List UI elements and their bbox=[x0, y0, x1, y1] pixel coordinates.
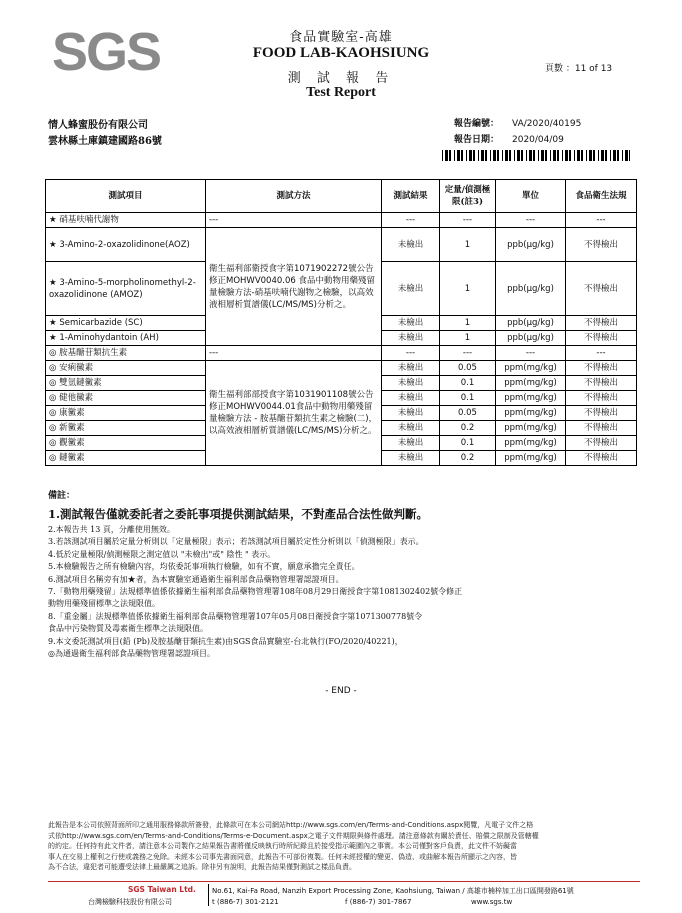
cell-result: --- bbox=[382, 346, 440, 361]
cell-regulation: 不得檢出 bbox=[566, 436, 637, 451]
barcode-bar bbox=[589, 150, 592, 161]
cell-regulation: 不得檢出 bbox=[566, 228, 637, 262]
cell-limit: 0.1 bbox=[440, 436, 496, 451]
disclaimer-line: 式依http://www.sgs.com/en/Terms-and-Conditions/Terms-e-Document.aspx之電子文件期限與條件處理。請注意條款有關於責任、賠償之限制及管轄權 bbox=[48, 831, 539, 840]
cell-result: 未檢出 bbox=[382, 421, 440, 436]
barcode-bar bbox=[593, 150, 595, 161]
footer-website[interactable]: www.sgs.tw bbox=[471, 898, 513, 906]
barcode-bar bbox=[454, 150, 455, 161]
barcode-bar bbox=[473, 150, 475, 161]
barcode-bar bbox=[557, 150, 559, 161]
cell-method: --- bbox=[206, 213, 382, 228]
report-number-value: VA/2020/40195 bbox=[512, 119, 582, 129]
page-number: 頁數 ：11 of 13 bbox=[545, 64, 613, 74]
cell-limit: 1 bbox=[440, 331, 496, 346]
cell-unit: --- bbox=[496, 346, 566, 361]
barcode-bar bbox=[469, 150, 472, 161]
col-header-method: 測試方法 bbox=[206, 180, 382, 213]
cell-result: 未檢出 bbox=[382, 436, 440, 451]
barcode-bar bbox=[598, 150, 599, 161]
barcode-bar bbox=[586, 150, 587, 161]
cell-regulation: 不得檢出 bbox=[566, 316, 637, 331]
cell-limit: 0.1 bbox=[440, 376, 496, 391]
cell-unit: ppm(mg/kg) bbox=[496, 436, 566, 451]
disclaimer-line: 的約定。任何持有此文件者，請注意本公司製作之結果報告書將僅反映執行時所紀錄且於接受指示範圍內之事實。本公司僅對客戶負責，此文件不妨礙當 bbox=[48, 842, 517, 851]
cell-item: ◎ 觀黴素 bbox=[46, 436, 206, 451]
table-row bbox=[46, 346, 637, 361]
col-header-regulation: 食品衛生法規 bbox=[566, 180, 637, 213]
barcode-bar bbox=[553, 150, 556, 161]
barcode-bar bbox=[493, 150, 496, 161]
cell-regulation: 不得檢出 bbox=[566, 391, 637, 406]
cell-result: 未檢出 bbox=[382, 376, 440, 391]
cell-result: 未檢出 bbox=[382, 391, 440, 406]
report-date-value: 2020/04/09 bbox=[512, 135, 564, 145]
barcode-bar bbox=[562, 150, 563, 161]
cell-result: 未檢出 bbox=[382, 228, 440, 262]
cell-unit: ppb(μg/kg) bbox=[496, 262, 566, 316]
cell-unit: ppm(mg/kg) bbox=[496, 391, 566, 406]
barcode-bar bbox=[514, 150, 515, 161]
cell-result: 未檢出 bbox=[382, 406, 440, 421]
footer-company-cn: 台灣檢驗科技股份有限公司 bbox=[88, 898, 172, 906]
barcode-bar bbox=[481, 150, 484, 161]
cell-regulation: --- bbox=[566, 213, 637, 228]
cell-limit: 0.2 bbox=[440, 451, 496, 466]
barcode-bar bbox=[625, 150, 628, 161]
footer-fax: f (886-7) 301-7867 bbox=[345, 898, 412, 906]
cell-item: ★ Semicarbazide (SC) bbox=[46, 316, 206, 331]
footer-address: No.61, Kai-Fa Road, Nanzih Export Processing Zone, Kaohsiung, Taiwan / 高雄市楠梓加工出口區開發路61號 bbox=[212, 887, 574, 895]
report-title-en: Test Report bbox=[306, 85, 376, 100]
cell-item: ★ 硝基呋喃代謝物 bbox=[46, 213, 206, 228]
note-item: 1.測試報告僅就委託者之委託事項提供測試結果，不對產品合法性做判斷。 bbox=[48, 507, 429, 521]
cell-result: 未檢出 bbox=[382, 451, 440, 466]
barcode-bar bbox=[581, 150, 583, 161]
lab-name-en: FOOD LAB-KAOHSIUNG bbox=[252, 45, 430, 61]
note-item: 5.本檢驗報告之所有檢驗內容，均依委託事項執行檢驗，如有不實，願意承擔完全責任。 bbox=[48, 562, 360, 572]
client-name: 情人蜂蜜股份有限公司 bbox=[48, 120, 148, 131]
cell-unit: ppb(μg/kg) bbox=[496, 316, 566, 331]
note-item: 9.本文委託測試項目(鉛 (Pb)及胺基醣苷類抗生素)由SGS食品實驗室-台北執行(FO/2020/40221)， bbox=[48, 636, 403, 646]
barcode-bar bbox=[485, 150, 487, 161]
cell-method: 衛生福利部部授食字第1031901108號公告修正MOHWV0044.01食品中動物用藥殘留量檢驗方法 - 胺基醣苷類抗生素之檢驗(二)，以高效液相層析質譜儀(LC/MS/MS)分析之。 bbox=[206, 361, 382, 466]
cell-limit: 0.05 bbox=[440, 406, 496, 421]
barcode-bar bbox=[533, 150, 535, 161]
cell-limit: 1 bbox=[440, 316, 496, 331]
barcode-bar bbox=[629, 150, 630, 161]
barcode-bar bbox=[526, 150, 527, 161]
footer-divider bbox=[48, 881, 640, 882]
cell-regulation: 不得檢出 bbox=[566, 361, 637, 376]
disclaimer-line: 事人在交易上權利之行使或義務之免除。未經本公司事先書面同意，此報告不可部份複製。任何未經授權的變更、偽造、或曲解本報告所顯示之內容，皆 bbox=[48, 852, 517, 861]
note-item: 3.若該測試項目屬於定量分析則以「定量極限」表示；若該測試項目屬於定性分析則以「偵測極限」表示。 bbox=[48, 537, 424, 547]
cell-regulation: 不得檢出 bbox=[566, 262, 637, 316]
cell-item: ★ 1-Aminohydantoin (AH) bbox=[46, 331, 206, 346]
disclaimer bbox=[48, 820, 646, 873]
cell-unit: ppm(mg/kg) bbox=[496, 376, 566, 391]
cell-unit: ppm(mg/kg) bbox=[496, 421, 566, 436]
barcode-bar bbox=[574, 150, 575, 161]
cell-regulation: 不得檢出 bbox=[566, 406, 637, 421]
cell-limit: 0.1 bbox=[440, 391, 496, 406]
note-item: 食品中污染物質及毒素衛生標準之法規限值。 bbox=[48, 624, 208, 634]
cell-item: ◎ 健他黴素 bbox=[46, 391, 206, 406]
barcode-bar bbox=[449, 150, 451, 161]
barcode-bar bbox=[577, 150, 580, 161]
barcode-bar bbox=[529, 150, 532, 161]
disclaimer-line: 為不合法，違犯者可能遭受法律上最嚴厲之追訴。除非另有說明，此報告結果僅對測試之樣品負責。 bbox=[48, 863, 356, 872]
end-marker: - END - bbox=[325, 686, 357, 696]
cell-unit: ppm(mg/kg) bbox=[496, 451, 566, 466]
cell-item: ◎ 雙氫鏈黴素 bbox=[46, 376, 206, 391]
barcode-bar bbox=[521, 150, 523, 161]
cell-item: ◎ 鏈黴素 bbox=[46, 451, 206, 466]
sgs-logo-text: SGS bbox=[52, 22, 161, 76]
barcode-bar bbox=[601, 150, 604, 161]
notes-heading: 備註： bbox=[48, 491, 76, 501]
cell-regulation: 不得檢出 bbox=[566, 421, 637, 436]
cell-limit: 1 bbox=[440, 262, 496, 316]
barcode-bar bbox=[613, 150, 616, 161]
cell-result: --- bbox=[382, 213, 440, 228]
cell-item: ◎ 安痢黴素 bbox=[46, 361, 206, 376]
barcode-bar bbox=[490, 150, 491, 161]
cell-limit: --- bbox=[440, 213, 496, 228]
cell-unit: ppb(μg/kg) bbox=[496, 331, 566, 346]
results-table bbox=[45, 179, 637, 466]
barcode-bar bbox=[541, 150, 544, 161]
footer-separator bbox=[208, 884, 209, 906]
note-item: 6.測試項目名稱旁有加★者，為本實驗室通過衛生福利部食品藥物管理署認證項目。 bbox=[48, 574, 344, 584]
report-number bbox=[454, 116, 581, 129]
cell-regulation: --- bbox=[566, 346, 637, 361]
barcode-bar bbox=[497, 150, 499, 161]
barcode-bar bbox=[545, 150, 547, 161]
col-header-limit: 定量/偵測極限(註3) bbox=[440, 180, 496, 213]
cell-item: ★ 3-Amino-5-morpholinomethyl-2-oxazolidinone (AMOZ) bbox=[46, 262, 206, 316]
barcode-bar bbox=[550, 150, 551, 161]
barcode-bar bbox=[605, 150, 607, 161]
disclaimer-line: 此報告是本公司依照背面所印之通用服務條款所簽發，此條款可在本公司網站http://www.sgs.com/en/Terms-and-Conditions.aspx閱覽，凡電子文件之格 bbox=[48, 821, 534, 829]
barcode-bar bbox=[457, 150, 460, 161]
note-item: 7.「動物用藥殘留」法規標準值係依據衛生福利部食品藥物管理署108年08月29日衛授食字第1081302402號令修正 bbox=[48, 587, 463, 597]
table-row bbox=[46, 228, 637, 262]
barcode-bar bbox=[505, 150, 508, 161]
note-item: 2.本報告共 13 頁，分離使用無效。 bbox=[48, 525, 175, 534]
cell-limit: 1 bbox=[440, 228, 496, 262]
cell-limit: 0.2 bbox=[440, 421, 496, 436]
note-item: 4.低於定量極限/偵測極限之測定值以 "未檢出"或" 陰性 " 表示。 bbox=[48, 549, 276, 559]
cell-item: ◎ 新黴素 bbox=[46, 421, 206, 436]
col-header-item: 測試項目 bbox=[46, 180, 206, 213]
report-date-label: 報告日期： bbox=[454, 135, 500, 145]
note-item: 8.「重金屬」法規標準值係依據衛生福利部食品藥物管理署107年05月08日衛授食字第1071300778號令 bbox=[48, 611, 423, 621]
barcode-bar bbox=[509, 150, 511, 161]
cell-unit: ppm(mg/kg) bbox=[496, 361, 566, 376]
cell-result: 未檢出 bbox=[382, 331, 440, 346]
barcode-bar bbox=[617, 150, 619, 161]
cell-regulation: 不得檢出 bbox=[566, 376, 637, 391]
client-address: 雲林縣土庫鎮建國路86號 bbox=[48, 136, 162, 147]
cell-result: 未檢出 bbox=[382, 316, 440, 331]
barcode-bar bbox=[538, 150, 539, 161]
cell-regulation: 不得檢出 bbox=[566, 451, 637, 466]
footer-company-en: SGS Taiwan Ltd. bbox=[128, 885, 196, 894]
table-row bbox=[46, 213, 637, 228]
notes-list bbox=[48, 506, 648, 660]
barcode-bar bbox=[442, 150, 443, 161]
cell-item: ★ 3-Amino-2-oxazolidinone(AOZ) bbox=[46, 228, 206, 262]
barcode-bar bbox=[461, 150, 463, 161]
cell-limit: 0.05 bbox=[440, 361, 496, 376]
note-item: ◎為通過衛生福利部食品藥物管理署認證項目。 bbox=[48, 649, 215, 659]
cell-item: ◎ 康黴素 bbox=[46, 406, 206, 421]
report-number-label: 報告編號： bbox=[454, 119, 500, 129]
barcode-bar bbox=[466, 150, 467, 161]
footer-tel: t (886-7) 301-2121 bbox=[212, 898, 279, 906]
barcode-bar bbox=[478, 150, 479, 161]
lab-name-cn: 食品實驗室-高雄 bbox=[289, 30, 393, 45]
cell-method: 衛生福利部衛授食字第1071902272號公告修正MOHWV0040.06 食品中動物用藥殘留量檢驗方法-硝基呋喃代謝物之檢驗，以高效液相層析質譜儀(LC/MS/MS)分析之。 bbox=[206, 228, 382, 346]
barcode-bar bbox=[565, 150, 568, 161]
table-header-row bbox=[46, 180, 637, 213]
barcode-bar bbox=[610, 150, 611, 161]
barcode-bar bbox=[445, 150, 448, 161]
col-header-result: 測試結果 bbox=[382, 180, 440, 213]
cell-unit: --- bbox=[496, 213, 566, 228]
report-date bbox=[454, 132, 564, 145]
cell-unit: ppm(mg/kg) bbox=[496, 406, 566, 421]
cell-result: 未檢出 bbox=[382, 262, 440, 316]
barcode-bar bbox=[622, 150, 623, 161]
cell-result: 未檢出 bbox=[382, 361, 440, 376]
cell-item: ◎ 胺基醣苷類抗生素 bbox=[46, 346, 206, 361]
cell-regulation: 不得檢出 bbox=[566, 331, 637, 346]
report-title-cn: 測 試 報 告 bbox=[287, 71, 395, 86]
col-header-unit: 單位 bbox=[496, 180, 566, 213]
cell-limit: --- bbox=[440, 346, 496, 361]
cell-method: --- bbox=[206, 346, 382, 361]
barcode bbox=[442, 150, 630, 161]
cell-unit: ppb(μg/kg) bbox=[496, 228, 566, 262]
barcode-bar bbox=[502, 150, 503, 161]
note-item: 動物用藥殘留標準之法規限值。 bbox=[48, 599, 160, 609]
table-row bbox=[46, 361, 637, 376]
barcode-bar bbox=[517, 150, 520, 161]
barcode-bar bbox=[569, 150, 571, 161]
